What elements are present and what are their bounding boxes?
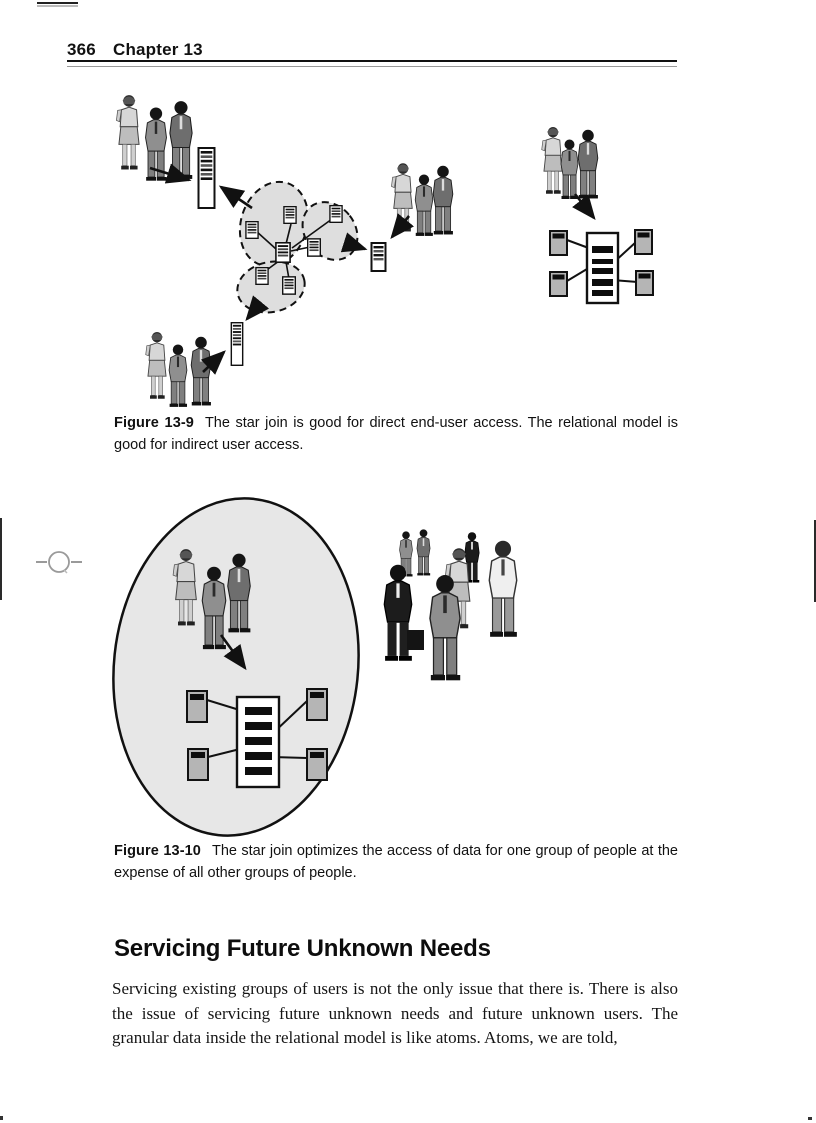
server-icon bbox=[199, 148, 215, 208]
section-heading: Servicing Future Unknown Needs bbox=[114, 935, 491, 962]
figure-13-10-caption bbox=[114, 841, 678, 885]
database-table-icon bbox=[284, 207, 296, 224]
dimension-table-icon bbox=[187, 691, 207, 722]
figure-13-9-caption bbox=[114, 413, 678, 457]
server-icon bbox=[231, 323, 242, 366]
figure-13-9-diagram bbox=[100, 88, 670, 413]
dimension-table-icon bbox=[636, 271, 653, 295]
arrow-icon bbox=[221, 187, 252, 208]
database-table-icon bbox=[283, 277, 296, 294]
database-table-icon bbox=[330, 206, 342, 223]
chapter-title: Chapter 13 bbox=[112, 40, 203, 59]
crop-mark bbox=[37, 2, 78, 4]
dimension-table-icon bbox=[307, 749, 327, 780]
scan-speck bbox=[808, 1117, 812, 1120]
database-table-icon bbox=[246, 222, 258, 239]
server-icon bbox=[372, 243, 386, 271]
dimension-table-icon bbox=[550, 272, 567, 296]
figure-13-10-diagram bbox=[105, 492, 560, 840]
relational-cluster bbox=[229, 173, 368, 319]
figure-caption-text: The star join is good for direct end-user access. The relational model is good for indirect user access. bbox=[114, 415, 678, 453]
user-group-icon bbox=[146, 332, 211, 407]
dimension-table-icon bbox=[307, 689, 327, 720]
database-table-icon bbox=[256, 268, 268, 285]
scan-speck bbox=[0, 1116, 3, 1120]
star-join-icon bbox=[550, 230, 653, 303]
header-rule bbox=[67, 60, 677, 67]
user-group-icon bbox=[116, 95, 192, 181]
figure-caption-text: The star join optimizes the access of data for one group of people at the expense of all other groups of people. bbox=[114, 843, 678, 881]
body-paragraph: Servicing existing groups of users is not the only issue that there is. There is also the issue of servicing future unknown needs and future unknown users. The granular data inside the relational model is like atoms. Atoms, we are told, bbox=[112, 979, 678, 1048]
figure-label: Figure 13-9 bbox=[114, 415, 194, 431]
left-edge-mark bbox=[0, 518, 2, 600]
briefcase-icon bbox=[407, 630, 424, 650]
database-table-icon bbox=[276, 243, 290, 262]
user-group-icon bbox=[542, 127, 598, 199]
dimension-table-icon bbox=[188, 749, 208, 780]
dimension-table-icon bbox=[635, 230, 652, 254]
database-table-icon bbox=[308, 239, 321, 256]
running-header bbox=[67, 40, 203, 60]
figure-label: Figure 13-10 bbox=[114, 843, 201, 859]
crop-mark-shadow bbox=[37, 5, 78, 7]
page-number: 366 bbox=[67, 40, 96, 59]
other-user-groups-icon bbox=[384, 529, 517, 680]
registration-mark-icon bbox=[28, 543, 92, 583]
dimension-table-icon bbox=[550, 231, 567, 255]
